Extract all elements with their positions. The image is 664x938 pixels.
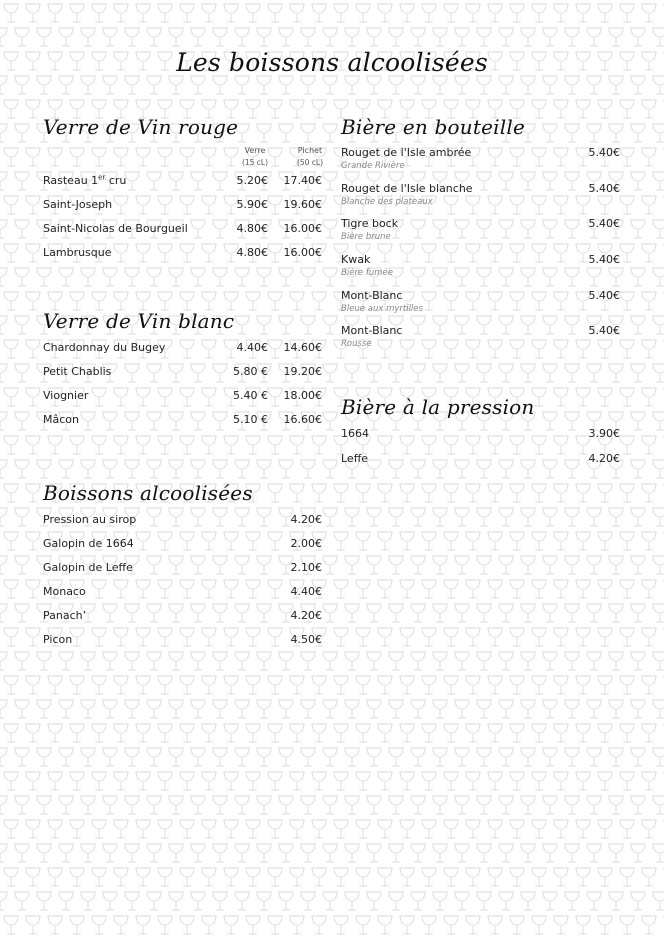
item-name: Picon — [43, 633, 73, 646]
item-description: Bleue aux myrtilles — [341, 303, 423, 314]
list-item — [341, 451, 621, 475]
item-name — [43, 173, 126, 188]
column-header-pichet-volume: (50 cL) — [296, 158, 324, 167]
item-price: 4.40€ — [290, 585, 322, 598]
price-pichet: 14.60€ — [283, 341, 322, 354]
item-name: Chardonnay du Bugey — [43, 341, 166, 354]
column-header-verre-volume: (15 cL) — [241, 158, 269, 167]
price-pichet: 19.20€ — [283, 365, 322, 378]
item-description: Bière fumée — [341, 268, 393, 279]
item-price: 5.40€ — [588, 217, 620, 231]
list-item — [43, 245, 326, 269]
list-item — [341, 253, 621, 289]
list-item — [43, 536, 326, 560]
list-item — [43, 560, 326, 584]
item-price: 5.40€ — [588, 288, 620, 302]
item-name: Tigre bock — [341, 217, 399, 231]
item-price: 2.10€ — [290, 561, 322, 574]
item-name-suffix: cru — [105, 174, 127, 187]
item-description: Grande Rivière — [341, 161, 405, 171]
page-title: Les boissons alcoolisées — [176, 48, 488, 77]
item-price: 4.20€ — [588, 452, 620, 465]
price-verre: 5.80 € — [233, 365, 268, 378]
item-name: Kwak — [341, 253, 371, 267]
section-biere-bouteille — [341, 112, 621, 360]
column-header-verre — [238, 145, 272, 169]
item-price: 5.40€ — [588, 253, 620, 267]
list-item — [43, 632, 326, 656]
item-name: Mont-Blanc — [341, 288, 403, 302]
item-price: 4.20€ — [290, 609, 322, 622]
column-headers — [43, 145, 326, 173]
section-vin-rouge — [43, 112, 326, 269]
list-item — [43, 608, 326, 632]
section-boissons-alcoolisees — [43, 478, 326, 656]
item-name: Monaco — [43, 585, 86, 598]
price-pichet: 16.00€ — [283, 222, 322, 235]
price-verre: 5.40 € — [233, 389, 268, 402]
item-name: Leffe — [341, 452, 369, 465]
price-pichet: 16.00€ — [283, 246, 322, 259]
item-name: Petit Chablis — [43, 365, 112, 378]
list-item — [341, 289, 621, 325]
section-heading-vin-rouge: Verre de Vin rouge — [43, 115, 239, 139]
item-price: 2.00€ — [290, 537, 322, 550]
price-verre: 4.40€ — [236, 341, 268, 354]
price-verre: 5.10 € — [233, 413, 268, 426]
item-price: 4.20€ — [290, 513, 322, 526]
item-name: Viognier — [43, 389, 89, 402]
price-verre: 5.20€ — [236, 174, 268, 187]
item-name: Panach’ — [43, 609, 87, 622]
list-item — [43, 340, 326, 364]
section-heading-boissons: Boissons alcoolisées — [43, 481, 253, 505]
item-price: 5.40€ — [588, 146, 620, 159]
item-name-superscript: er — [98, 173, 106, 182]
price-verre: 5.90€ — [236, 198, 268, 211]
section-heading-vin-blanc: Verre de Vin blanc — [43, 309, 235, 333]
item-name: Lambrusque — [43, 246, 112, 259]
item-price: 3.90€ — [588, 427, 620, 440]
item-name: Rouget de l'Isle ambrée — [341, 146, 472, 159]
price-verre: 4.80€ — [236, 222, 268, 235]
list-item — [341, 426, 621, 451]
item-description: Blanche des plateaux — [341, 196, 433, 207]
list-item — [43, 173, 326, 197]
item-name: 1664 — [341, 427, 369, 440]
list-item — [43, 221, 326, 245]
price-pichet: 19.60€ — [283, 198, 322, 211]
price-pichet: 17.40€ — [283, 174, 322, 187]
column-header-verre-label: Verre — [244, 146, 266, 155]
section-heading-biere-pression: Bière à la pression — [341, 395, 535, 419]
item-name: Galopin de 1664 — [43, 537, 134, 550]
item-price: 5.40€ — [588, 181, 620, 195]
list-item — [341, 217, 621, 253]
item-name: Mont-Blanc — [341, 324, 403, 338]
price-pichet: 16.60€ — [283, 413, 322, 426]
item-name: Pression au sirop — [43, 513, 137, 526]
item-name: Saint-Nicolas de Bourgueil — [43, 222, 188, 235]
list-item — [43, 364, 326, 388]
section-vin-blanc — [43, 306, 326, 436]
list-item — [43, 584, 326, 608]
item-description: Bière brune — [341, 232, 391, 243]
list-item — [43, 512, 326, 536]
price-pichet: 18.00€ — [283, 389, 322, 402]
list-item — [341, 182, 621, 218]
section-heading-biere-bouteille: Bière en bouteille — [341, 115, 525, 139]
section-biere-pression — [341, 392, 621, 475]
list-item — [43, 197, 326, 221]
column-header-pichet — [292, 145, 328, 169]
item-name: Rouget de l'Isle blanche — [341, 181, 473, 195]
item-name: Saint-Joseph — [43, 198, 113, 211]
item-name-text: Rasteau 1 — [43, 174, 99, 187]
item-description: Rousse — [341, 339, 372, 350]
item-name: Galopin de Leffe — [43, 561, 133, 574]
list-item — [43, 412, 326, 436]
column-header-pichet-label: Pichet — [297, 146, 323, 155]
item-name: Mâcon — [43, 413, 79, 426]
price-verre: 4.80€ — [236, 246, 268, 259]
item-price: 4.50€ — [290, 633, 322, 646]
item-price: 5.40€ — [588, 324, 620, 338]
list-item — [341, 146, 621, 182]
list-item — [43, 388, 326, 412]
list-item — [341, 324, 621, 360]
